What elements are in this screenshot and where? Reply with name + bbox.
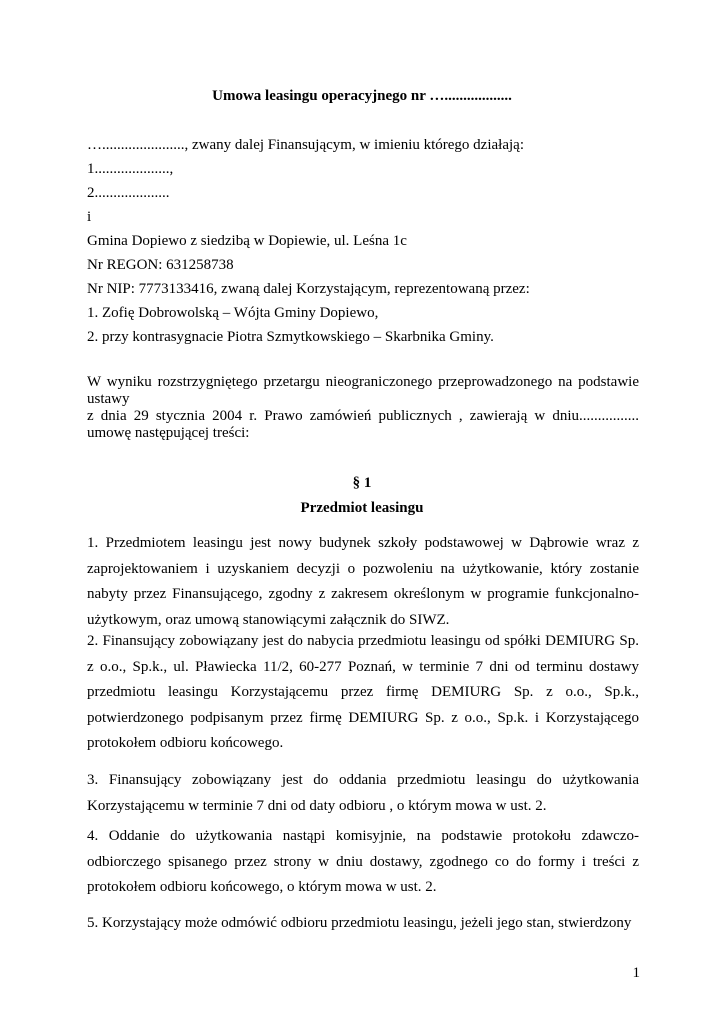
signatory-2-line: 2. przy kontrasygnacie Piotra Szmytkowskiego – Skarbnika Gminy. bbox=[87, 329, 494, 345]
intro-paragraph-line1: W wyniku rozstrzygniętego przetargu nieograniczonego przeprowadzonego na podstawie ustawy bbox=[87, 374, 639, 407]
clause-1: 1. Przedmiotem leasingu jest nowy budynek szkoły podstawowej w Dąbrowie wraz z zaprojektowaniem i uzyskaniem decyzji o pozwoleniu na użytkowanie, który zostanie nabyty przez Finansującego, zgodny z zakresem określonym w programie funkcjonalno-użytkowym, oraz umową stanowiącymi załącznik do SIWZ. bbox=[87, 535, 639, 628]
representative-2-line: 2.................... bbox=[87, 185, 170, 201]
document-title: Umowa leasingu operacyjnego nr ….................. bbox=[212, 88, 512, 104]
lessee-name-line: Gmina Dopiewo z siedzibą w Dopiewie, ul. Leśna 1c bbox=[87, 233, 407, 249]
signatory-1-line: 1. Zofię Dobrowolską – Wójta Gminy Dopiewo, bbox=[87, 305, 379, 321]
nip-line: Nr NIP: 7773133416, zwaną dalej Korzystającym, reprezentowaną przez: bbox=[87, 281, 530, 297]
clause-4: 4. Oddanie do użytkowania nastąpi komisyjnie, na podstawie protokołu zdawczo-odbiorczego spisanego przez strony w dniu dostawy, zgodnego co do formy i treści z protokołem odbioru końcowego, o którym mowa w ust. 2. bbox=[87, 828, 639, 895]
section-number: § 1 bbox=[352, 475, 372, 491]
representative-1-line: 1...................., bbox=[87, 161, 174, 177]
clause-5: 5. Korzystający może odmówić odbioru przedmiotu leasingu, jeżeli jego stan, stwierdzony bbox=[87, 915, 632, 931]
clause-3: 3. Finansujący zobowiązany jest do oddania przedmiotu leasingu do użytkowania Korzystającemu w terminie 7 dni od daty odbioru , o którym mowa w ust. 2. bbox=[87, 772, 639, 814]
conjunction-line: i bbox=[87, 209, 92, 225]
section-heading: Przedmiot leasingu bbox=[300, 500, 424, 516]
intro-paragraph-line2: z dnia 29 stycznia 2004 r. Prawo zamówień publicznych , zawierają w dniu................ umowę następującej treści: bbox=[87, 408, 639, 441]
financier-line: …......................, zwany dalej Finansującym, w imieniu którego działają: bbox=[87, 137, 524, 153]
regon-line: Nr REGON: 631258738 bbox=[87, 257, 234, 273]
page-number: 1 bbox=[632, 965, 640, 981]
clause-2: 2. Finansujący zobowiązany jest do nabycia przedmiotu leasingu od spółki DEMIURG Sp. z o.o., Sp.k., ul. Pławiecka 11/2, 60-277 Poznań, w terminie 7 dni od terminu dostawy przedmiotu leasingu Korzystającemu przez firmę DEMIURG Sp. z o.o., Sp.k., potwierdzonego podpisanym przez firmę DEMIURG Sp. z o.o., Sp.k. i Korzystającego protokołem odbioru końcowego. bbox=[87, 633, 639, 751]
